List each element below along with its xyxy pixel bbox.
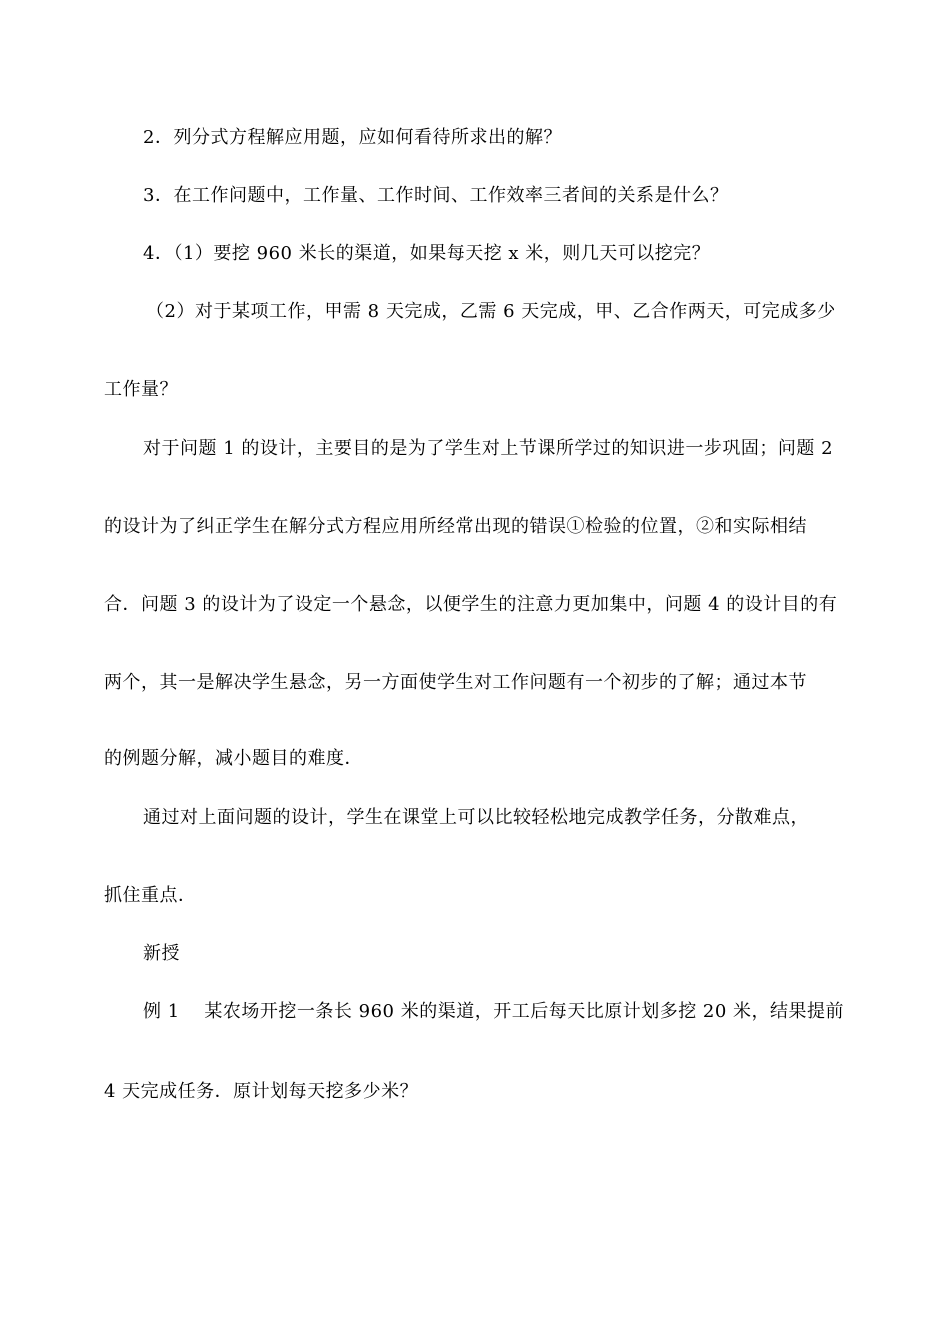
paragraph-design-line-4: 两个，其一是解决学生悬念，另一方面使学生对工作问题有一个初步的了解；通过本节 [104,672,807,693]
paragraph-summary-line-2: 抓住重点． [104,885,197,906]
section-heading: 新授 [143,943,180,964]
question-4-1: 4．（1）要挖 960 米长的渠道，如果每天挖 x 米，则几天可以挖完？ [143,243,711,264]
example-1-line-1: 例 1 某农场开挖一条长 960 米的渠道，开工后每天比原计划多挖 20 米，结果提前 [143,1001,845,1022]
paragraph-design-line-2: 的设计为了纠正学生在解分式方程应用所经常出现的错误①检验的位置，②和实际相结 [104,516,807,537]
question-4-2-cont: 工作量？ [104,379,178,400]
question-3: 3．在工作问题中，工作量、工作时间、工作效率三者间的关系是什么？ [143,185,729,206]
example-1-line-2: 4 天完成任务．原计划每天挖多少米？ [104,1081,419,1102]
paragraph-design-line-1: 对于问题 1 的设计，主要目的是为了学生对上节课所学过的知识进一步巩固；问题 2 [143,438,834,459]
paragraph-design-line-5: 的例题分解，减小题目的难度． [104,748,363,769]
paragraph-summary-line-1: 通过对上面问题的设计，学生在课堂上可以比较轻松地完成教学任务，分散难点， [143,807,809,828]
question-2: 2．列分式方程解应用题，应如何看待所求出的解？ [143,127,562,148]
question-4-2: （2）对于某项工作，甲需 8 天完成，乙需 6 天完成，甲、乙合作两天，可完成多少 [146,301,836,322]
paragraph-design-line-3: 合．问题 3 的设计为了设定一个悬念，以便学生的注意力更加集中，问题 4 的设计目的有 [104,594,838,615]
